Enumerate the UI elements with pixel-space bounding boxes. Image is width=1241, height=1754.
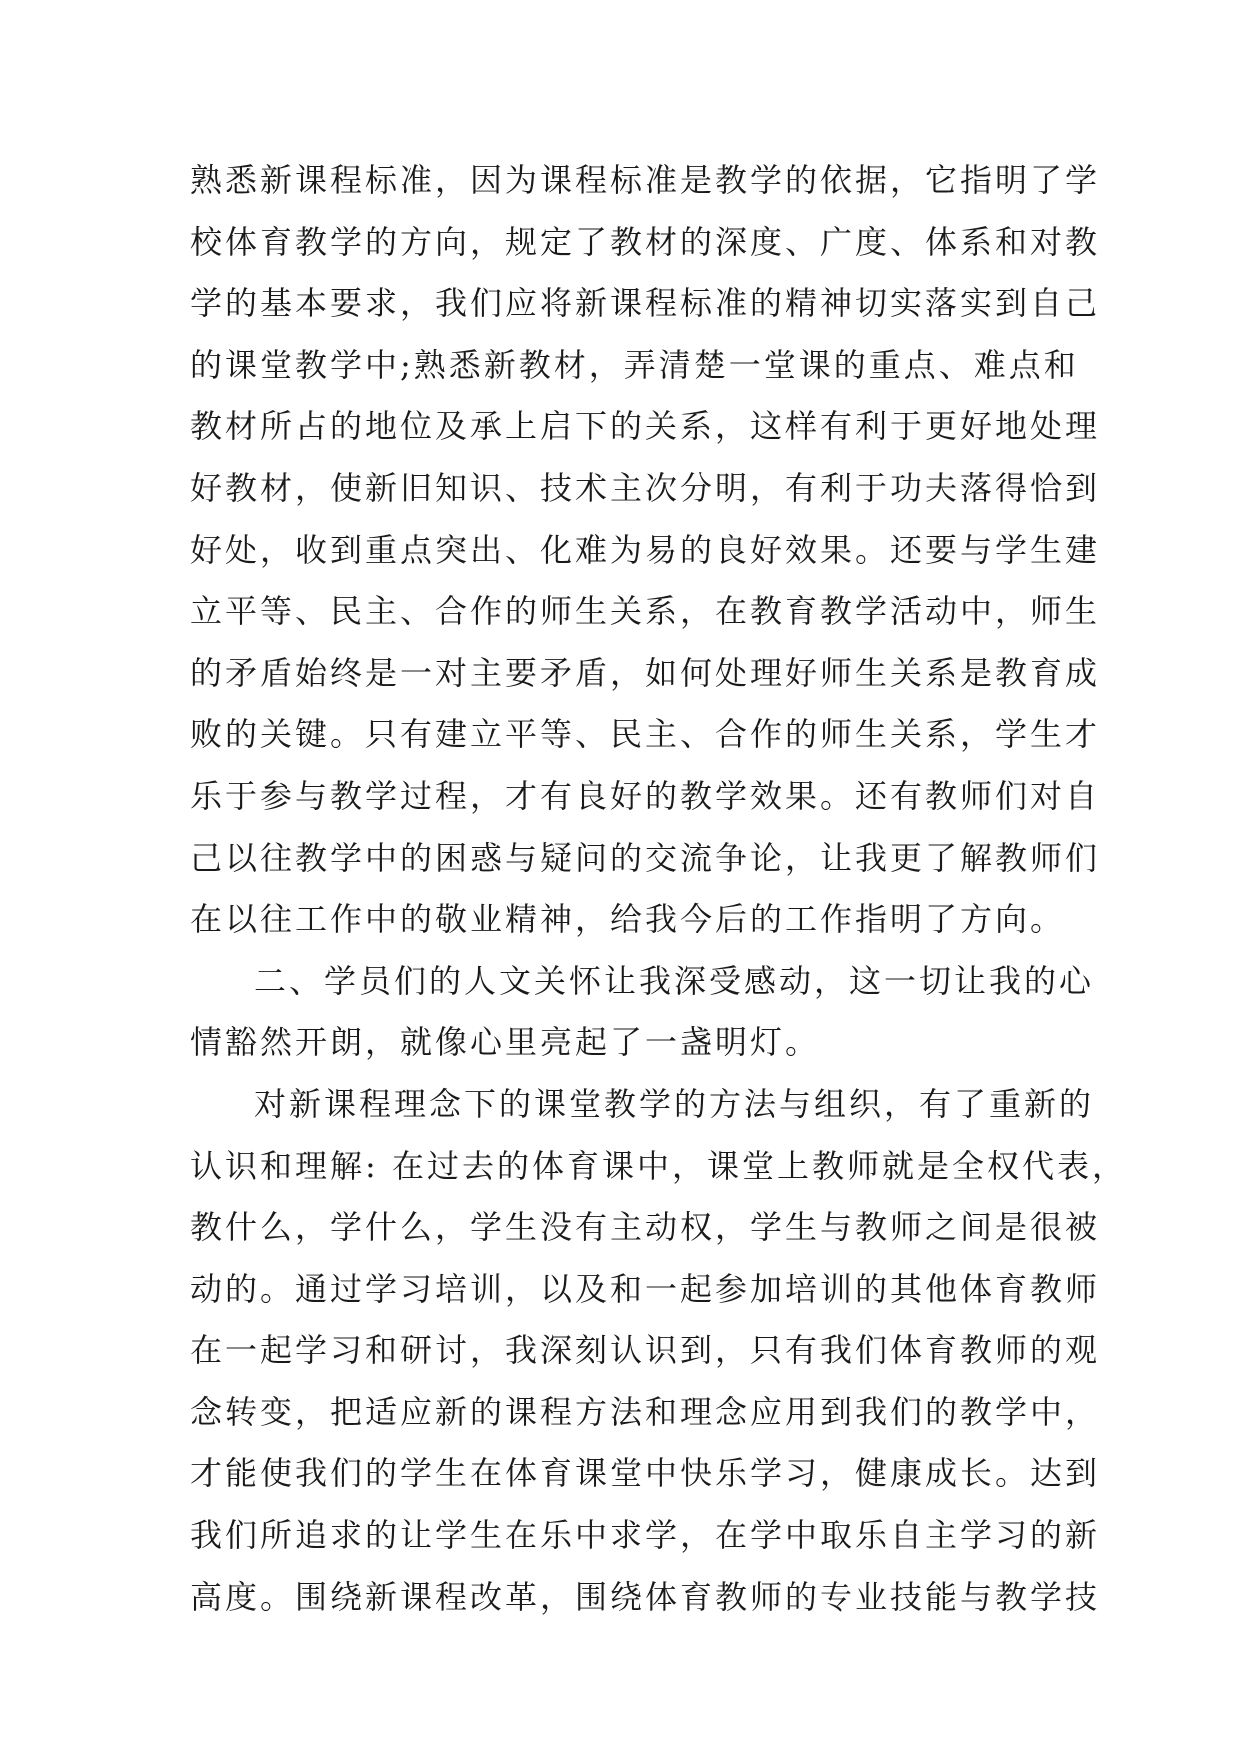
text-line: 动的。通过学习培训，以及和一起参加培训的其他体育教师 — [190, 1269, 1101, 1308]
text-line: 的矛盾始终是一对主要矛盾，如何处理好师生关系是教育成 — [190, 653, 1101, 692]
text-line: 认识和理解: 在过去的体育课中，课堂上教师就是全权代表， — [190, 1146, 1127, 1185]
text-line: 在以往工作中的敬业精神，给我今后的工作指明了方向。 — [190, 900, 1066, 939]
text-line: 好处，收到重点突出、化难为易的良好效果。还要与学生建 — [190, 530, 1101, 569]
body-text — [190, 150, 1127, 1628]
text-line: 情豁然开朗，就像心里亮起了一盏明灯。 — [190, 1023, 821, 1062]
text-line: 的课堂教学中;熟悉新教材，弄清楚一堂课的重点、难点和 — [190, 345, 1079, 384]
text-line: 教什么，学什么，学生没有主动权，学生与教师之间是很被 — [190, 1208, 1101, 1247]
text-line: 校体育教学的方向，规定了教材的深度、广度、体系和对教 — [190, 222, 1101, 261]
text-line: 高度。围绕新课程改革，围绕体育教师的专业技能与教学技 — [190, 1577, 1101, 1616]
text-line: 学的基本要求，我们应将新课程标准的精神切实落实到自己 — [190, 284, 1101, 323]
text-line: 在一起学习和研讨，我深刻认识到，只有我们体育教师的观 — [190, 1331, 1101, 1370]
text-line: 念转变，把适应新的课程方法和理念应用到我们的教学中， — [190, 1392, 1101, 1431]
text-line: 熟悉新课程标准，因为课程标准是教学的依据，它指明了学 — [190, 161, 1101, 199]
paragraph-first-line: 对新课程理念下的课堂教学的方法与组织，有了重新的 — [254, 1084, 1095, 1123]
text-line: 我们所追求的让学生在乐中求学，在学中取乐自主学习的新 — [190, 1516, 1101, 1555]
text-line: 败的关键。只有建立平等、民主、合作的师生关系，学生才 — [190, 715, 1101, 754]
text-line: 己以往教学中的困惑与疑问的交流争论，让我更了解教师们 — [190, 838, 1101, 877]
text-line: 教材所占的地位及承上启下的关系，这样有利于更好地处理 — [190, 407, 1101, 446]
text-line: 乐于参与教学过程，才有良好的教学效果。还有教师们对自 — [190, 776, 1101, 815]
paragraph-first-line: 二、学员们的人文关怀让我深受感动，这一切让我的心 — [254, 961, 1095, 1000]
text-line: 好教材，使新旧知识、技术主次分明，有利于功夫落得恰到 — [190, 468, 1101, 507]
text-line: 才能使我们的学生在体育课堂中快乐学习，健康成长。达到 — [190, 1454, 1101, 1493]
text-line: 立平等、民主、合作的师生关系，在教育教学活动中，师生 — [190, 592, 1101, 631]
